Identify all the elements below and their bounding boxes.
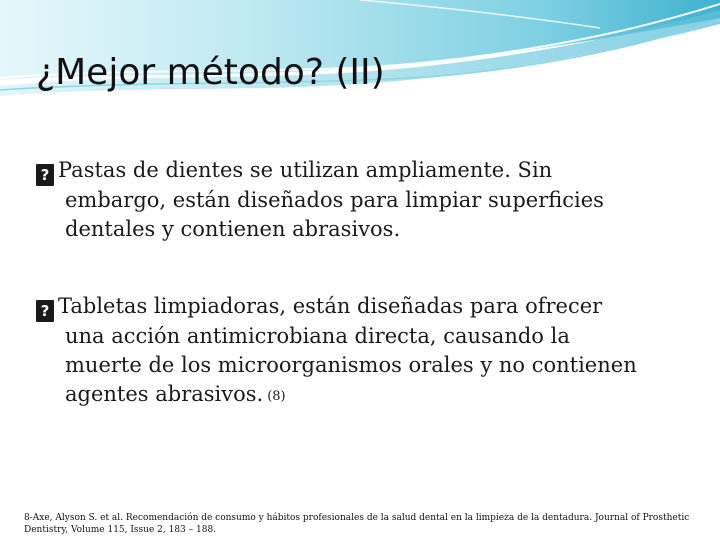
bullet-text: una acción antimicrobiana directa, causando la — [65, 324, 570, 348]
footnote-line: Dentistry, Volume 115, Issue 2, 183 – 188. — [24, 525, 217, 535]
bullet-text: embargo, están diseñados para limpiar superficies — [65, 188, 604, 212]
bullet-cleaning-tablets — [36, 292, 696, 411]
footnote-line: 8-Axe, Alyson S. et al. Recomendación de consumo y hábitos profesionales de la salud dental en la limpieza de la dentadura. Journal of Prosthetic — [24, 513, 690, 523]
bullet-text: Tabletas limpiadoras, están diseñadas para ofrecer — [58, 294, 603, 318]
bullet-text: agentes abrasivos. — [65, 382, 264, 406]
bullet-text: Pastas de dientes se utilizan ampliamente. Sin — [58, 158, 553, 182]
reference-mark: (8) — [267, 389, 286, 404]
footnote-citation — [24, 512, 694, 536]
bullet-glyph-icon: ? — [36, 164, 54, 186]
bullet-toothpaste — [36, 156, 696, 244]
bullet-text: muerte de los microorganismos orales y no contienen — [65, 353, 637, 377]
slide-title: ¿Mejor método? (II) — [36, 52, 385, 93]
bullet-line — [36, 156, 696, 186]
bullet-text: dentales y contienen abrasivos. — [65, 217, 401, 241]
bullet-glyph-icon: ? — [36, 300, 54, 322]
bullet-line — [36, 380, 696, 411]
bullet-line — [36, 292, 696, 322]
